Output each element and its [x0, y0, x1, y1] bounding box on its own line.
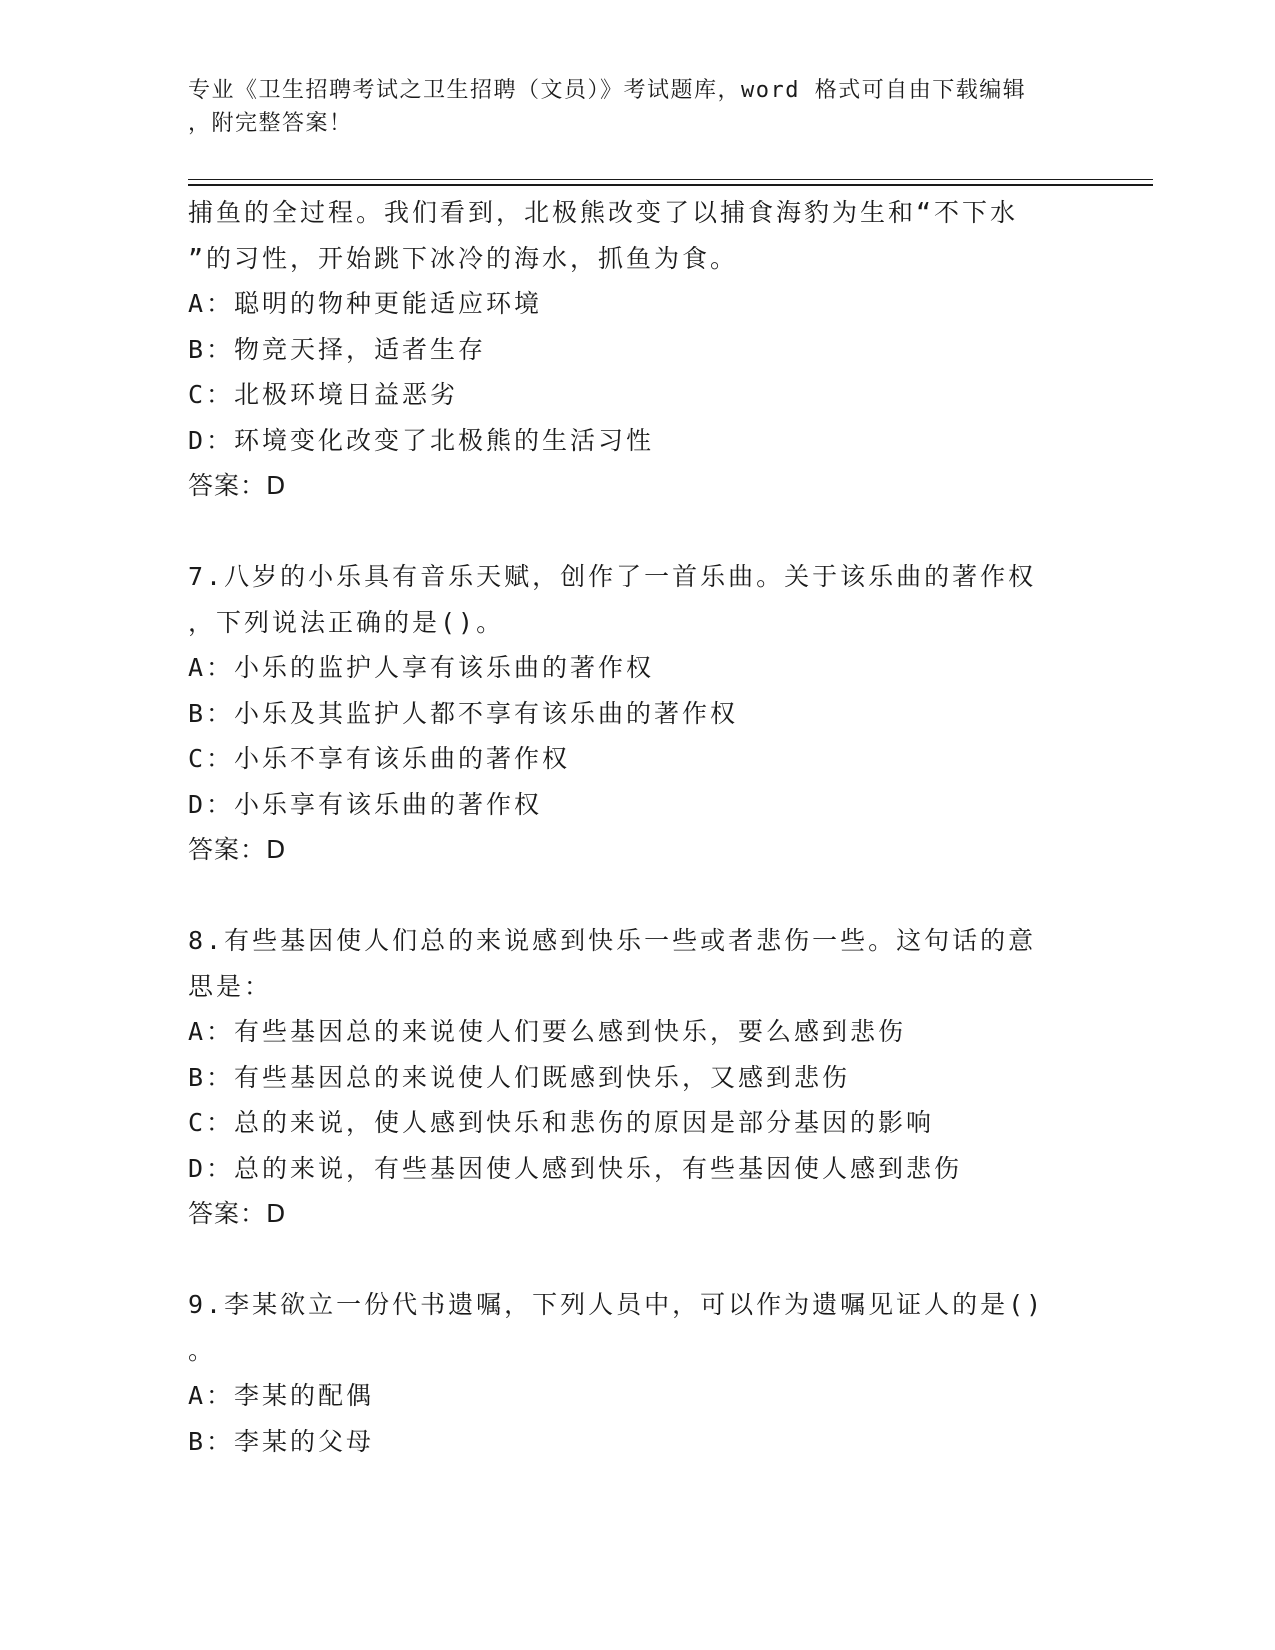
question-9: [188, 1282, 1068, 1464]
option-a: A：李某的配偶: [188, 1381, 375, 1410]
question-stem: 7.八岁的小乐具有音乐天赋，创作了一首乐曲。关于该乐曲的著作权: [188, 562, 1037, 591]
answer-label: 答案：D: [188, 1199, 287, 1228]
answer-label: 答案：D: [188, 835, 287, 864]
question-stem: ，下列说法正确的是()。: [188, 607, 505, 637]
question-6: [188, 190, 1068, 509]
question-stem: 8.有些基因使人们总的来说感到快乐一些或者悲伤一些。这句话的意: [188, 926, 1037, 955]
question-stem: 思是：: [188, 971, 273, 1001]
option-b: B：李某的父母: [188, 1426, 375, 1456]
option-d: D：小乐享有该乐曲的著作权: [188, 789, 543, 819]
option-a: A：有些基因总的来说使人们要么感到快乐，要么感到悲伤: [188, 1017, 907, 1046]
question-spacer: [188, 509, 1068, 555]
option-d: D：环境变化改变了北极熊的生活习性: [188, 425, 655, 455]
question-stem: 捕鱼的全过程。我们看到，北极熊改变了以捕食海豹为生和“不下水: [188, 198, 1019, 227]
question-stem: 。: [188, 1335, 217, 1365]
question-7: [188, 554, 1068, 873]
header-rule-thick: [188, 184, 1153, 186]
option-b: B：有些基因总的来说使人们既感到快乐，又感到悲伤: [188, 1062, 851, 1092]
option-b: B：物竞天择，适者生存: [188, 334, 487, 364]
option-d: D：总的来说，有些基因使人感到快乐，有些基因使人感到悲伤: [188, 1153, 963, 1183]
option-c: C：总的来说，使人感到快乐和悲伤的原因是部分基因的影响: [188, 1108, 935, 1137]
question-8: [188, 918, 1068, 1237]
question-stem: ”的习性，开始跳下冰冷的海水，抓鱼为食。: [188, 243, 739, 273]
header-line-2: ，附完整答案！: [188, 111, 353, 136]
question-stem: 9.李某欲立一份代书遗嘱，下列人员中，可以作为遗嘱见证人的是(): [188, 1290, 1045, 1319]
question-spacer: [188, 873, 1068, 919]
option-c: C：小乐不享有该乐曲的著作权: [188, 744, 571, 773]
document-header: [188, 74, 1068, 140]
answer-label: 答案：D: [188, 471, 287, 500]
question-list: [188, 190, 1068, 1464]
question-spacer: [188, 1237, 1068, 1283]
option-a: A：小乐的监护人享有该乐曲的著作权: [188, 653, 655, 682]
option-b: B：小乐及其监护人都不享有该乐曲的著作权: [188, 698, 739, 728]
header-rule-thin: [188, 179, 1153, 180]
option-a: A：聪明的物种更能适应环境: [188, 289, 543, 318]
header-line-1: 专业《卫生招聘考试之卫生招聘（文员）》考试题库，word 格式可自由下载编辑: [188, 78, 1027, 103]
option-c: C：北极环境日益恶劣: [188, 380, 459, 409]
